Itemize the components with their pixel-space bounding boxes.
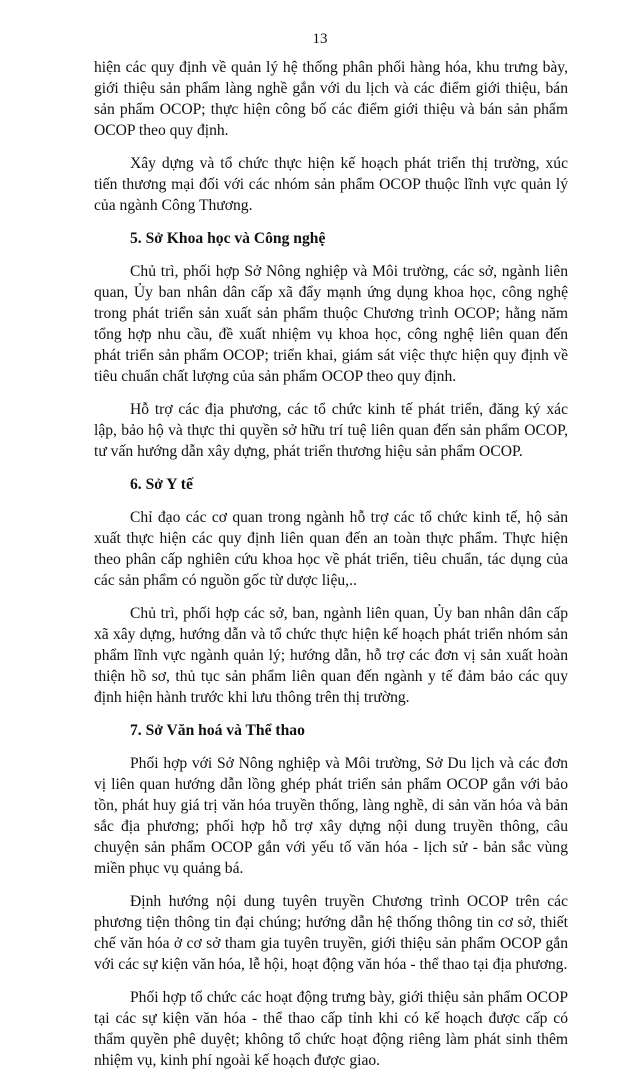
paragraph: Phối hợp với Sở Nông nghiệp và Môi trường, Sở Du lịch và các đơn vị liên quan hướng dẫn lồng ghép phát triển sản phẩm OCOP gắn với bảo tồn, phát huy giá trị văn hóa truyền thống, làng nghề, di sản văn hóa và bản sắc địa phương; phối hợp hỗ trợ xây dựng nội dung truyền thông, câu chuyện sản phẩm OCOP gắn với yếu tố văn hóa - lịch sử - bản sắc vùng miền phục vụ quảng bá.	[94, 755, 568, 877]
paragraph: Chỉ đạo các cơ quan trong ngành hỗ trợ các tổ chức kinh tế, hộ sản xuất thực hiện các quy định liên quan đến an toàn thực phẩm. Thực hiện theo phân cấp nghiên cứu khoa học về phát triển, tiêu chuẩn, tác dụng của các sản phẩm có nguồn gốc từ dược liệu,..	[94, 509, 568, 589]
paragraph: Hỗ trợ các địa phương, các tổ chức kinh tế phát triển, đăng ký xác lập, bảo hộ và thực thi quyền sở hữu trí tuệ liên quan đến sản phẩm OCOP, tư vấn hướng dẫn xây dựng, phát triển thương hiệu sản phẩm OCOP.	[94, 401, 568, 460]
paragraph: Phối hợp tổ chức các hoạt động trưng bày, giới thiệu sản phẩm OCOP tại các sự kiện văn hóa - thể thao cấp tỉnh khi có kế hoạch được cấp có thẩm quyền phê duyệt; không tổ chức hoạt động riêng làm phát sinh thêm nhiệm vụ, kinh phí ngoài kế hoạch được giao.	[94, 989, 568, 1069]
paragraph: hiện các quy định về quản lý hệ thống phân phối hàng hóa, khu trưng bày, giới thiệu sản phẩm làng nghề gắn với du lịch và các điểm giới thiệu, bán sản phẩm OCOP; thực hiện công bố các điểm giới thiệu và bán sản phẩm OCOP theo quy định.	[94, 59, 568, 139]
section-heading: 7. Sở Văn hoá và Thể thao	[130, 722, 305, 739]
section-heading: 6. Sở Y tế	[130, 476, 193, 493]
section-heading: 5. Sở Khoa học và Công nghệ	[130, 230, 326, 247]
paragraph: Chủ trì, phối hợp các sở, ban, ngành liên quan, Ủy ban nhân dân cấp xã xây dựng, hướng dẫn và tổ chức thực hiện kế hoạch phát triển nhóm sản phẩm lĩnh vực ngành quản lý; hướng dẫn, hỗ trợ các đơn vị sản xuất hoàn thiện hồ sơ, thủ tục sản phẩm liên quan đến ngành y tế đảm bảo các quy định hiện hành trước khi lưu thông trên thị trường.	[94, 605, 568, 706]
document-body	[94, 57, 568, 1083]
paragraph: Chủ trì, phối hợp Sở Nông nghiệp và Môi trường, các sở, ngành liên quan, Ủy ban nhân dân cấp xã đẩy mạnh ứng dụng khoa học, công nghệ trong phát triển sản xuất sản phẩm thuộc Chương trình OCOP; hằng năm tổng hợp nhu cầu, đề xuất nhiệm vụ khoa học, công nghệ liên quan đến phát triển sản phẩm OCOP; triển khai, giám sát việc thực hiện quy định về tiêu chuẩn chất lượng của sản phẩm OCOP theo quy định.	[94, 263, 568, 385]
paragraph: Xây dựng và tổ chức thực hiện kế hoạch phát triển thị trường, xúc tiến thương mại đối với các nhóm sản phẩm OCOP thuộc lĩnh vực quản lý của ngành Công Thương.	[94, 155, 568, 214]
paragraph: Định hướng nội dung tuyên truyền Chương trình OCOP trên các phương tiện thông tin đại chúng; hướng dẫn hệ thống thông tin cơ sở, thiết chế văn hóa ở cơ sở tham gia tuyên truyền, giới thiệu sản phẩm OCOP gắn với các sự kiện văn hóa, lễ hội, hoạt động văn hóa - thể thao tại địa phương.	[94, 893, 568, 973]
page-number: 13	[312, 31, 328, 47]
